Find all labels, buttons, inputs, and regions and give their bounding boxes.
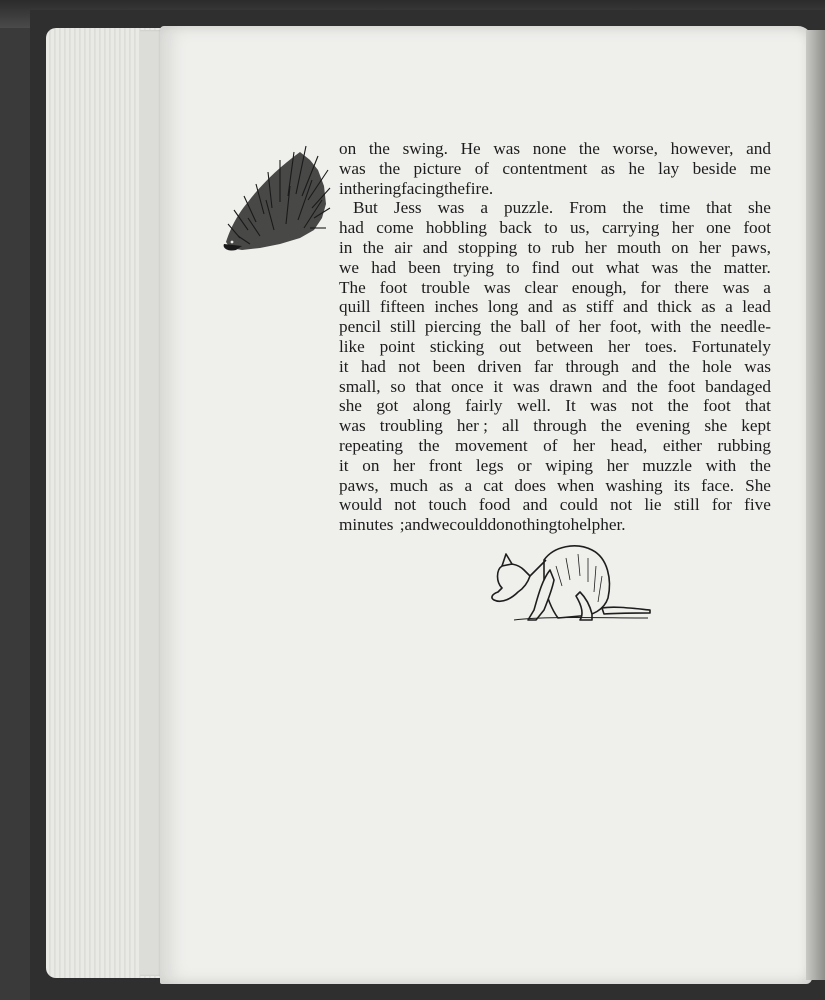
word: that (415, 376, 442, 396)
word: drawn (549, 376, 593, 396)
text-line (339, 377, 771, 397)
word: the (636, 376, 658, 396)
word: her ; (456, 416, 488, 436)
text-line (339, 238, 771, 258)
word: been (432, 356, 466, 376)
word: not (394, 495, 417, 515)
word: when (557, 475, 595, 495)
word: face. (701, 475, 735, 495)
word: troubling (379, 416, 443, 436)
word: the (667, 396, 689, 416)
word: foot (703, 396, 731, 416)
word: between (535, 336, 594, 356)
word: and (746, 139, 771, 158)
word: the (578, 139, 600, 158)
word: air (394, 237, 413, 257)
word: and (623, 297, 648, 317)
word: swing. (402, 139, 448, 158)
word: or (517, 455, 532, 475)
text-line (339, 495, 771, 515)
word: the (622, 198, 644, 218)
word: he (628, 158, 645, 178)
word: muzzle (642, 455, 692, 475)
word: was (493, 139, 521, 158)
text-line (339, 317, 771, 337)
text-line (339, 258, 771, 278)
text-line (339, 297, 771, 317)
word: legs (475, 455, 504, 475)
word: cat (483, 475, 504, 495)
word: puzzle. (504, 198, 554, 218)
word: evening (635, 416, 691, 436)
word: matter. (723, 257, 771, 277)
text-line (339, 357, 771, 377)
word: help (570, 515, 601, 535)
word: do (487, 515, 505, 535)
word: still (390, 317, 416, 337)
word: in (339, 178, 353, 198)
word: had (361, 356, 386, 376)
word: to (557, 515, 571, 535)
word: the (352, 178, 374, 198)
word: the (600, 416, 622, 436)
word: rub (551, 237, 575, 257)
word: does (514, 475, 546, 495)
word: paws, (339, 475, 379, 495)
word: to (506, 257, 520, 277)
word: of (474, 158, 490, 178)
word: foot (379, 277, 408, 297)
word: for (711, 495, 732, 515)
text-line (339, 337, 771, 357)
text-line (339, 198, 771, 218)
word: inches (434, 297, 479, 317)
word: with (705, 455, 737, 475)
word: of (543, 435, 558, 455)
word: nothing (504, 515, 558, 535)
text-line (339, 278, 771, 298)
word: washing (605, 475, 663, 495)
word: beside (692, 158, 737, 178)
word: It (565, 396, 576, 416)
text-line (339, 515, 771, 535)
word: hobbling (425, 218, 487, 238)
word: minutes ; (339, 515, 405, 535)
word: But (353, 198, 378, 218)
word: one (706, 218, 731, 238)
text-line (339, 139, 771, 159)
word: with (650, 317, 682, 337)
word: her (608, 336, 631, 356)
word: was (590, 396, 617, 416)
word: He (460, 139, 481, 158)
word: lay (658, 158, 680, 178)
word: once (451, 376, 484, 396)
word: the (362, 237, 384, 257)
word: was (483, 277, 511, 297)
word: her (606, 455, 629, 475)
word: her (699, 237, 721, 257)
word: a (464, 475, 473, 495)
word: stiff (586, 297, 614, 317)
word: the (490, 317, 512, 337)
word: fire. (465, 178, 494, 198)
word: she (747, 198, 771, 218)
word: was (437, 198, 465, 218)
word: her (671, 218, 694, 238)
word: had (371, 257, 397, 277)
word: She (745, 475, 771, 495)
word: was (512, 376, 540, 396)
word: was (722, 277, 750, 297)
word: hole (702, 356, 732, 376)
word: her (584, 237, 607, 257)
word: that (745, 396, 771, 416)
word: needle- (720, 317, 771, 337)
word: food (478, 495, 511, 515)
word: was (744, 356, 771, 376)
word: trouble (421, 277, 470, 297)
word: The (339, 277, 366, 297)
word: she (339, 396, 362, 416)
word: none (532, 139, 567, 158)
word: so (390, 376, 406, 396)
word: fifteen (380, 297, 425, 317)
word: lead (742, 297, 771, 317)
text-line (339, 476, 771, 496)
word: got (376, 396, 399, 416)
word: all (501, 416, 520, 436)
word: that (706, 198, 732, 218)
word: foot, (609, 317, 642, 337)
page-text (339, 139, 771, 535)
word: out (499, 336, 522, 356)
word: as (600, 158, 616, 178)
word: driven (477, 356, 522, 376)
word: and (527, 297, 553, 317)
word: and (422, 237, 448, 257)
word: and (602, 376, 627, 396)
word: the (379, 158, 401, 178)
word: touch (428, 495, 467, 515)
word: much (389, 475, 428, 495)
word: through (565, 356, 619, 376)
word: point (379, 336, 415, 356)
word: like (339, 336, 365, 356)
word: the (444, 178, 466, 198)
word: repeating (339, 435, 403, 455)
word: through (533, 416, 587, 436)
word: she (704, 416, 728, 436)
page-edges-inner (140, 30, 162, 976)
word: her. (600, 515, 626, 535)
word: lie (644, 495, 662, 515)
word: as (562, 297, 577, 317)
word: fairly (465, 396, 503, 416)
word: foot (667, 376, 696, 396)
word: time (659, 198, 691, 218)
word: a (763, 277, 771, 297)
text-line (339, 159, 771, 179)
word: rubbing (717, 435, 771, 455)
word: her (393, 455, 416, 475)
word: as (701, 297, 716, 317)
word: the (690, 317, 712, 337)
word: picture (413, 158, 462, 178)
word: movement (455, 435, 528, 455)
word: and (404, 515, 430, 535)
word: of (555, 317, 570, 337)
word: facing (401, 178, 445, 198)
word: ring (373, 178, 402, 198)
text-line (339, 436, 771, 456)
word: front (428, 455, 463, 475)
word: her (578, 317, 601, 337)
word: still (673, 495, 700, 515)
word: it (339, 455, 349, 475)
word: however, (670, 139, 734, 158)
word: sticking (429, 336, 485, 356)
word: and (522, 495, 548, 515)
porcupine-illustration (220, 138, 332, 256)
word: worse, (612, 139, 658, 158)
word: a (725, 297, 733, 317)
text-line (339, 179, 771, 199)
word: kept (741, 416, 771, 436)
word: piercing (424, 317, 482, 337)
word: me (749, 158, 771, 178)
word: the (690, 257, 712, 277)
word: not (631, 396, 654, 416)
word: not (398, 356, 421, 376)
word: either (662, 435, 702, 455)
word: was (339, 416, 366, 436)
word: small, (339, 376, 381, 396)
word: we (429, 515, 450, 535)
word: not (610, 495, 633, 515)
word: been (408, 257, 441, 277)
word: enough, (571, 277, 627, 297)
word: come (376, 218, 414, 238)
word: mouth (617, 237, 661, 257)
word: a (480, 198, 489, 218)
word: ball (520, 317, 547, 337)
word: the (668, 356, 690, 376)
word: was (651, 257, 679, 277)
text-line (339, 396, 771, 416)
word: back (499, 218, 532, 238)
text-line (339, 456, 771, 476)
word: Jess (393, 198, 422, 218)
word: quill (339, 297, 371, 317)
word: the (749, 455, 771, 475)
word: the (418, 435, 440, 455)
word: pencil (339, 317, 381, 337)
word: her (573, 435, 595, 455)
word: could (449, 515, 488, 535)
word: find (531, 257, 560, 277)
word: far (534, 356, 554, 376)
word: toes. (644, 336, 677, 356)
text-line (339, 416, 771, 436)
word: bandaged (705, 376, 771, 396)
word: as (439, 475, 454, 495)
word: to (544, 218, 558, 238)
word: the (368, 139, 390, 158)
word: to (527, 237, 541, 257)
word: well. (516, 396, 551, 416)
word: stopping (457, 237, 518, 257)
word: we (339, 257, 360, 277)
word: on (671, 237, 689, 257)
word: along (412, 396, 451, 416)
word: could (559, 495, 598, 515)
word: five (744, 495, 771, 515)
word: contentment (502, 158, 588, 178)
word: long (487, 297, 519, 317)
word: foot (743, 218, 771, 238)
word: in (339, 237, 353, 257)
text-line (339, 218, 771, 238)
word: on (339, 139, 357, 158)
word: for (640, 277, 661, 297)
word: its (673, 475, 690, 495)
word: carrying (602, 218, 660, 238)
word: and (631, 356, 657, 376)
word: would (339, 495, 382, 515)
word: From (569, 198, 607, 218)
word: on (362, 455, 380, 475)
word: it (493, 376, 503, 396)
word: wiping (545, 455, 594, 475)
word: paws, (731, 237, 771, 257)
book-gutter (806, 30, 825, 980)
word: what (605, 257, 640, 277)
word: us, (570, 218, 590, 238)
word: out (571, 257, 594, 277)
word: head, (610, 435, 648, 455)
word: thick (657, 297, 692, 317)
word: Fortunately (691, 336, 771, 356)
word: had (339, 218, 364, 238)
word: there (674, 277, 709, 297)
word: trying (452, 257, 494, 277)
word: was (339, 158, 366, 178)
dog-illustration (484, 536, 656, 628)
word: it (339, 356, 349, 376)
word: clear (524, 277, 558, 297)
